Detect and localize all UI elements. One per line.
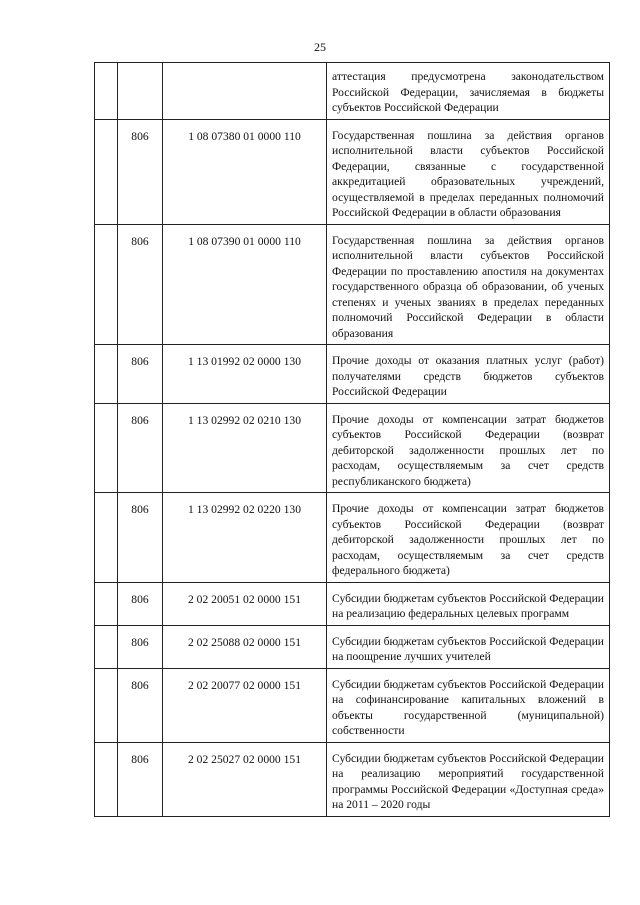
income-code-cell: 1 13 01992 02 0000 130: [163, 345, 327, 404]
income-code-cell: 2 02 20077 02 0000 151: [163, 668, 327, 742]
row-number-cell: [95, 625, 118, 668]
row-number-cell: [95, 403, 118, 493]
table-row: [95, 742, 610, 816]
income-code-cell: 1 13 02992 02 0210 130: [163, 403, 327, 493]
income-name-cell: Прочие доходы от компенсации затрат бюджетов субъектов Российской Федерации (возврат дебиторской задолженности прошлых лет по расходам, осуществляемым за счет средств республиканского бюджета): [327, 403, 610, 493]
admin-code-cell: 806: [118, 224, 163, 345]
income-name-cell: Субсидии бюджетам субъектов Российской Федерации на поощрение лучших учителей: [327, 625, 610, 668]
income-name-cell: аттестация предусмотрена законодательством Российской Федерации, зачисляемая в бюджеты субъектов Российской Федерации: [327, 63, 610, 120]
income-name-cell: Государственная пошлина за действия органов исполнительной власти субъектов Российской Федерации по проставлению апостиля на документах государственного образца об образовании, об ученых степенях и ученых званиях в пределах переданных полномочий Российской Федерации в области образования: [327, 224, 610, 345]
admin-code-cell: 806: [118, 742, 163, 816]
income-code-cell: 2 02 25088 02 0000 151: [163, 625, 327, 668]
page-number: 25: [314, 40, 326, 54]
income-code-cell: 1 13 02992 02 0220 130: [163, 493, 327, 583]
admin-code-cell: 806: [118, 345, 163, 404]
income-codes-table: [94, 62, 610, 817]
table-row: [95, 63, 610, 120]
row-number-cell: [95, 493, 118, 583]
admin-code-cell: 806: [118, 493, 163, 583]
income-code-cell: 1 08 07390 01 0000 110: [163, 224, 327, 345]
income-name-cell: Государственная пошлина за действия органов исполнительной власти субъектов Российской Федерации, связанные с государственной аккредитацией образовательных учреждений, осуществляемой в пределах переданных полномочий Российской Федерации в области образования: [327, 119, 610, 224]
table-row: [95, 403, 610, 493]
admin-code-cell: 806: [118, 119, 163, 224]
table-row: [95, 224, 610, 345]
table-row: [95, 345, 610, 404]
income-name-cell: Субсидии бюджетам субъектов Российской Федерации на реализацию мероприятий государственной программы Российской Федерации «Доступная среда» на 2011 – 2020 годы: [327, 742, 610, 816]
income-code-cell: 2 02 25027 02 0000 151: [163, 742, 327, 816]
table-row: [95, 625, 610, 668]
admin-code-cell: 806: [118, 403, 163, 493]
admin-code-cell: 806: [118, 668, 163, 742]
row-number-cell: [95, 668, 118, 742]
admin-code-cell: 806: [118, 582, 163, 625]
table-row: [95, 582, 610, 625]
row-number-cell: [95, 345, 118, 404]
income-name-cell: Субсидии бюджетам субъектов Российской Федерации на реализацию федеральных целевых программ: [327, 582, 610, 625]
row-number-cell: [95, 119, 118, 224]
income-code-cell: 2 02 20051 02 0000 151: [163, 582, 327, 625]
row-number-cell: [95, 582, 118, 625]
income-name-cell: Субсидии бюджетам субъектов Российской Федерации на софинансирование капитальных вложений в объекты государственной (муниципальной) собственности: [327, 668, 610, 742]
row-number-cell: [95, 224, 118, 345]
table-row: [95, 119, 610, 224]
table-row: [95, 493, 610, 583]
table-row: [95, 668, 610, 742]
row-number-cell: [95, 63, 118, 120]
admin-code-cell: 806: [118, 625, 163, 668]
admin-code-cell: [118, 63, 163, 120]
income-code-cell: [163, 63, 327, 120]
income-code-cell: 1 08 07380 01 0000 110: [163, 119, 327, 224]
row-number-cell: [95, 742, 118, 816]
income-name-cell: Прочие доходы от компенсации затрат бюджетов субъектов Российской Федерации (возврат дебиторской задолженности прошлых лет по расходам, осуществляемым за счет средств федерального бюджета): [327, 493, 610, 583]
income-name-cell: Прочие доходы от оказания платных услуг (работ) получателями средств бюджетов субъектов Российской Федерации: [327, 345, 610, 404]
